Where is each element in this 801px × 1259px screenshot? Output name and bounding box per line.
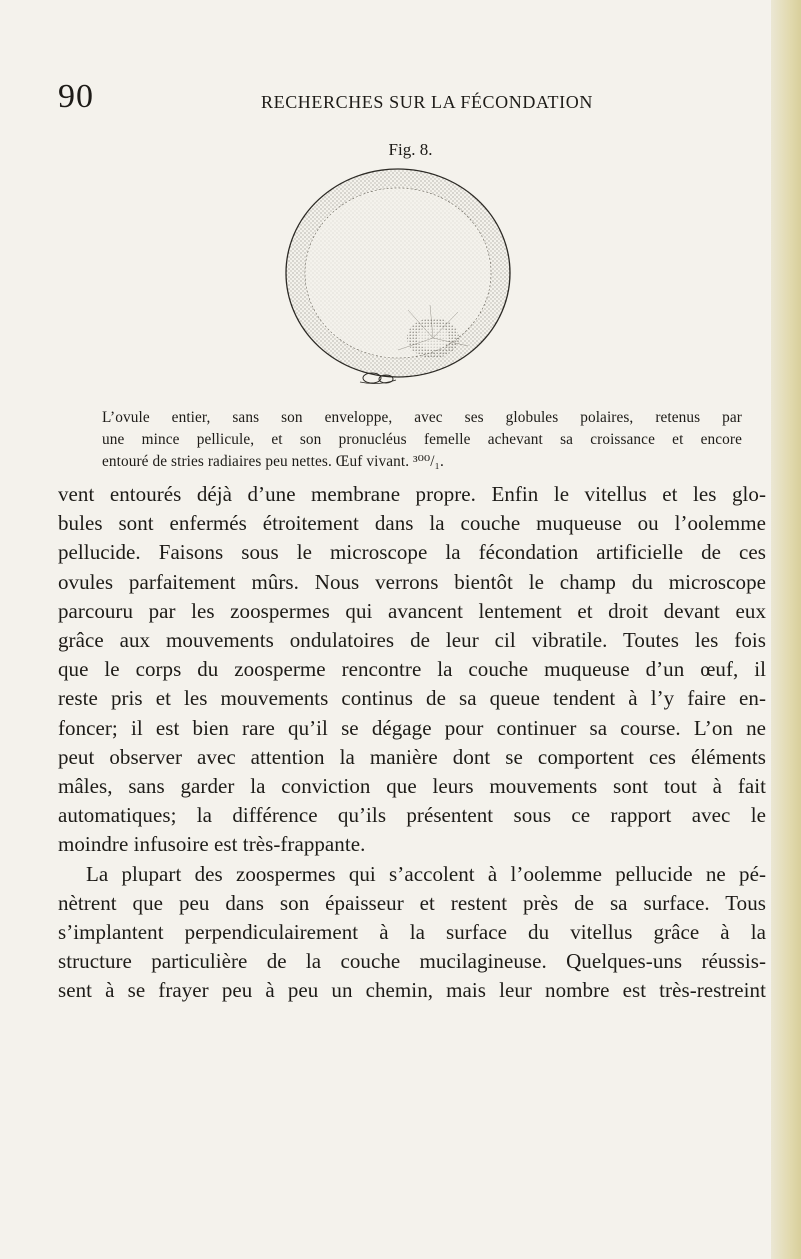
ovule-drawing [268,160,528,395]
text-line: que le corps du zoosperme rencontre la couche muqueuse d’un œuf, il [58,657,766,682]
caption-line: L’ovule entier, sans son enveloppe, avec ses globules polaires, retenus par [102,409,742,426]
page-number: 90 [58,78,94,115]
text-line: La plupart des zoospermes qui s’accolent à l’oolemme pellucide ne pé- [86,861,766,886]
text-line: moindre infusoire est très-frappante. [58,832,366,857]
text-line: nètrent que peu dans son épaisseur et restent près de sa surface. Tous [58,890,766,915]
paragraph-2 [58,860,766,1006]
text-line: parcouru par les zoospermes qui avancent lentement et droit devant eux [58,598,766,623]
text-line: vent entourés déjà d’une membrane propre. Enfin le vitellus et les glo- [58,482,766,506]
text-line: peut observer avec attention la manière dont se comportent ces éléments [58,744,766,769]
text-line: structure particulière de la couche mucilagineuse. Quelques-uns réussis- [58,949,766,974]
text-line: grâce aux mouvements ondulatoires de leur cil vibratile. Toutes les fois [58,628,766,653]
text-line: sent à se frayer peu à peu un chemin, mais leur nombre est très-restreint [58,978,766,1003]
text-line: reste pris et les mouvements continus de sa queue tendent à l’y faire en- [58,686,766,711]
figure-label: Fig. 8. [388,140,433,159]
running-head: RECHERCHES SUR LA FÉCONDATION [261,92,593,112]
page-edge-shading [771,0,801,1259]
page-header [58,78,758,118]
body-text [58,480,766,1006]
text-line: pellucide. Faisons sous le microscope la fécondation artificielle de ces [58,540,766,565]
text-line: bules sont enfermés étroitement dans la couche muqueuse ou l’oolemme [58,511,766,536]
text-line: automatiques; la différence qu’ils présentent sous ce rapport avec le [58,803,766,828]
caption-line: entouré de stries radiaires peu nettes. Œuf vivant. ³⁰⁰/₁. [102,453,444,470]
figure-ovule-illustration [268,160,528,395]
figure-caption [102,407,742,473]
text-line: ovules parfaitement mûrs. Nous verrons bientôt le champ du microscope [58,569,766,594]
paragraph-1 [58,480,766,860]
text-line: mâles, sans garder la conviction que leurs mouvements sont tout à fait [58,774,766,799]
text-line: foncer; il est bien rare qu’il se dégage pour continuer sa course. L’on ne [58,715,766,740]
caption-line: une mince pellicule, et son pronucléus femelle achevant sa croissance et encore [102,431,742,448]
text-line: s’implantent perpendiculairement à la surface du vitellus grâce à la [58,920,766,945]
